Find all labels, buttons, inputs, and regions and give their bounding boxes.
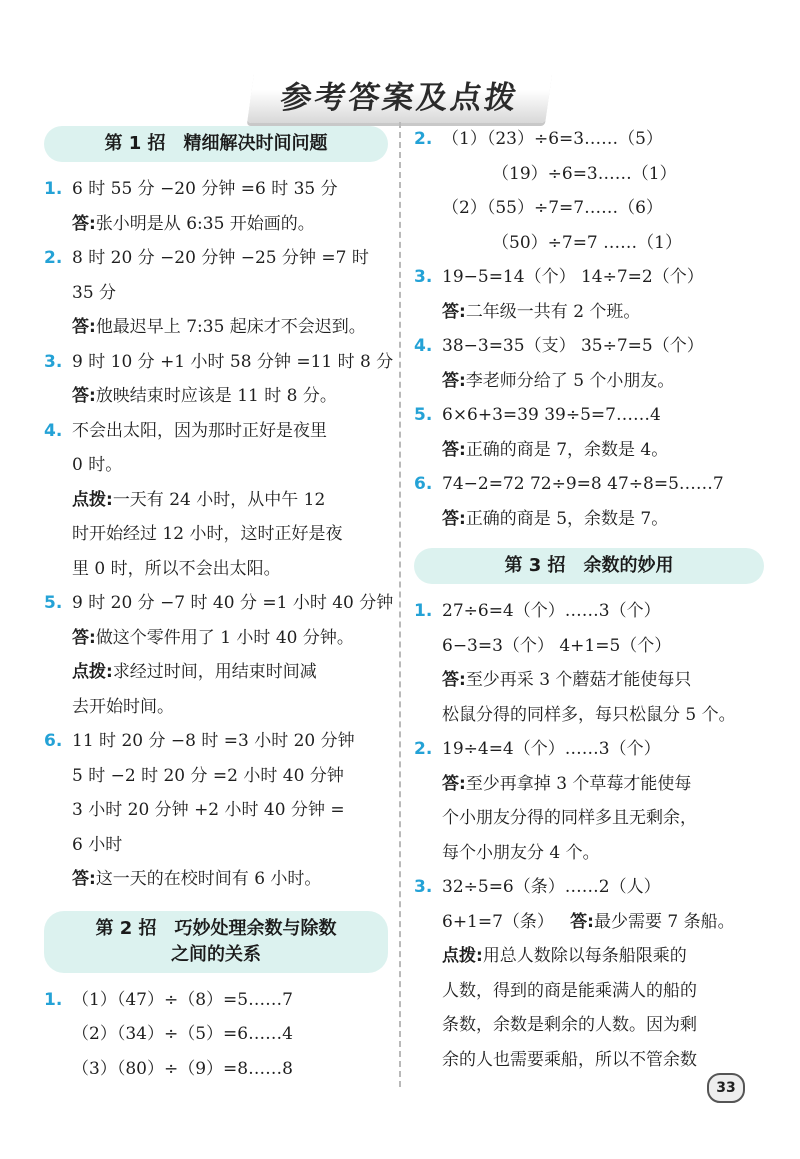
answer-label: 答:: [570, 911, 594, 932]
tip-text: 一天有 24 小时，从中午 12: [112, 489, 326, 510]
answer-label: 答:: [442, 670, 466, 690]
question-number: 4.: [44, 420, 63, 441]
question-number: 1.: [414, 601, 433, 621]
question-5: [414, 398, 764, 433]
equation: 6 时 55 分 −20 分钟 =6 时 35 分: [72, 179, 338, 199]
answer-line: [414, 502, 764, 537]
question-1: [414, 594, 764, 629]
tip-continued: 人数，得到的商是能乘满人的船的: [442, 980, 697, 1001]
equation: 38−3=35（支） 35÷7=5（个）: [442, 336, 704, 356]
question-6: [44, 724, 388, 759]
answer-label: 答:: [72, 317, 96, 337]
equation: 32÷5=6（条）……2（人）: [442, 877, 661, 897]
question-number: 2.: [414, 129, 433, 149]
answer-line: [44, 310, 388, 345]
equation-answer-line: [414, 905, 764, 940]
question-number: 5.: [414, 405, 433, 425]
answer-label: 答:: [442, 301, 466, 322]
answer-text: 这一天的在校时间有 6 小时。: [95, 869, 322, 889]
equation-continued: 6 小时: [72, 834, 123, 855]
section-number: 第 1 招: [104, 133, 166, 154]
section-header-1: [44, 126, 388, 162]
equation: 27÷6=4（个）……3（个）: [442, 601, 661, 621]
section-number: 第 2 招: [95, 917, 157, 939]
page-number: 33: [707, 1073, 745, 1103]
equation: 5 时 −2 时 20 分 =2 小时 40 分钟: [72, 765, 344, 786]
question-5: [44, 586, 394, 621]
answer-line: [414, 663, 764, 698]
tip-text: 用总人数除以每条船限乘的: [482, 946, 687, 966]
section-title-continued: 之间的关系: [171, 943, 261, 965]
section-title: 余数的妙用: [583, 555, 674, 576]
equation: 6−3=3（个） 4+1=5（个）: [442, 635, 672, 656]
question-3: [44, 345, 394, 380]
answer-line: [44, 379, 388, 414]
answer-line: [44, 862, 388, 897]
answer-line: [44, 207, 388, 242]
question-4: [414, 329, 764, 364]
answer-label: 答:: [442, 370, 466, 391]
equation: （3）（80）÷（9）=8……8: [72, 1058, 293, 1079]
equation: 11 时 20 分 −8 时 =3 小时 20 分钟: [72, 731, 355, 751]
answer-continued: 松鼠分得的同样多，每只松鼠分 5 个。: [442, 704, 736, 725]
answer-label: 答:: [72, 627, 96, 648]
tip-text: 求经过时间，用结束时间减: [112, 662, 317, 682]
answer-text: 正确的商是 5，余数是 7。: [465, 508, 669, 529]
question-4: [44, 414, 388, 449]
question-number: 6.: [44, 731, 63, 751]
answer-line: [44, 621, 388, 656]
answer-line: [414, 364, 764, 399]
question-number: 1.: [44, 989, 63, 1010]
answer-continued: 每个小朋友分 4 个。: [442, 842, 600, 863]
answer-text: 正确的商是 7，余数是 4。: [465, 439, 669, 460]
equation: 19÷4=4（个）……3（个）: [442, 739, 661, 759]
equation: 3 小时 20 分钟 +2 小时 40 分钟 =: [72, 800, 345, 820]
equation: 9 时 20 分 −7 时 40 分 =1 小时 40 分钟: [72, 593, 394, 613]
answer-text: 张小明是从 6:35 开始画的。: [95, 213, 315, 234]
answer-line: [414, 433, 764, 468]
tip-line: [44, 483, 388, 518]
answer-label: 答:: [442, 439, 466, 460]
tip-line: [44, 655, 388, 690]
answer-continued: 个小朋友分得的同样多且无剩余，: [442, 808, 697, 828]
question-number: 6.: [414, 474, 433, 494]
equation: （2）（34）÷（5）=6……4: [72, 1024, 293, 1044]
question-number: 3.: [414, 267, 433, 287]
equation: 6×6+3=39 39÷5=7……4: [442, 405, 661, 425]
section-number: 第 3 招: [504, 555, 566, 576]
answer-text: 最少需要 7 条船。: [593, 911, 735, 932]
answer-text: 放映结束时应该是 11 时 8 分。: [95, 386, 337, 406]
question-number: 4.: [414, 336, 433, 356]
answer-text: 做这个零件用了 1 小时 40 分钟。: [95, 627, 354, 648]
left-column: [44, 122, 394, 1086]
tip-label: 点拨:: [72, 662, 113, 682]
section-header-3: [414, 548, 764, 584]
equation-continued: 35 分: [72, 282, 117, 303]
answer-label: 答:: [72, 386, 96, 406]
answer-label: 答:: [72, 213, 96, 234]
tip-label: 点拨:: [442, 946, 483, 966]
answer-label: 答:: [442, 508, 466, 529]
question-number: 2.: [44, 248, 63, 268]
section-header-2: [44, 911, 388, 973]
tip-continued: 余的人也需要乘船，所以不管余数: [442, 1049, 697, 1070]
answer-text: 二年级一共有 2 个班。: [465, 301, 641, 322]
equation: 74−2=72 72÷9=8 47÷8=5……7: [442, 474, 724, 494]
column-divider: [399, 122, 401, 1087]
question-6: [414, 467, 764, 502]
tip-label: 点拨:: [72, 489, 113, 510]
question-3: [414, 260, 764, 295]
equation: 6+1=7（条）: [442, 911, 554, 932]
answer-text: 他最迟早上 7:35 起床才不会迟到。: [95, 317, 366, 337]
tip-continued: 里 0 时，所以不会出太阳。: [72, 558, 281, 579]
answer-text: 至少再拿掉 3 个草莓才能使每: [465, 773, 692, 794]
answer-text: 至少再采 3 个蘑菇才能使每只: [465, 670, 692, 690]
answer-text: 不会出太阳，因为那时正好是夜里: [72, 420, 327, 441]
answer-continued: 0 时。: [72, 455, 123, 475]
question-number: 3.: [414, 877, 433, 897]
tip-continued: 条数，余数是剩余的人数。因为剩: [442, 1015, 697, 1035]
question-number: 5.: [44, 593, 63, 613]
answer-label: 答:: [72, 869, 96, 889]
question-2: [44, 241, 388, 276]
section-title: 巧妙处理余数与除数: [174, 917, 337, 939]
equation: 19−5=14（个） 14÷7=2（个）: [442, 267, 704, 287]
title-banner: [0, 68, 800, 123]
answer-label: 答:: [442, 773, 466, 794]
equation: 8 时 20 分 −20 分钟 −25 分钟 =7 时: [72, 248, 369, 268]
question-2: [414, 732, 764, 767]
answer-text: 李老师分给了 5 个小朋友。: [465, 370, 675, 391]
equation: （19）÷6=3……（1）: [492, 163, 677, 184]
equation: （1）（23）÷6=3……（5）: [442, 129, 663, 149]
question-3: [414, 870, 764, 905]
question-number: 2.: [414, 739, 433, 759]
question-1: [44, 983, 388, 1018]
question-number: 3.: [44, 351, 63, 372]
tip-line: [414, 939, 764, 974]
equation: （2）（55）÷7=7……（6）: [442, 198, 663, 218]
equation: （50）÷7=7 ……（1）: [492, 232, 682, 253]
equation: 9 时 10 分 +1 小时 58 分钟 =11 时 8 分: [72, 351, 394, 372]
section-title: 精细解决时间问题: [183, 133, 328, 154]
question-1: [44, 172, 388, 207]
page-title: 参考答案及点拨: [247, 68, 553, 123]
answer-line: [414, 295, 764, 330]
question-number: 1.: [44, 179, 63, 199]
tip-continued: 去开始时间。: [72, 696, 174, 717]
right-column: [414, 122, 764, 1077]
tip-continued: 时开始经过 12 小时，这时正好是夜: [72, 524, 343, 544]
question-2: [414, 122, 764, 157]
equation: （1）（47）÷（8）=5……7: [72, 989, 293, 1010]
answer-line: [414, 767, 764, 802]
